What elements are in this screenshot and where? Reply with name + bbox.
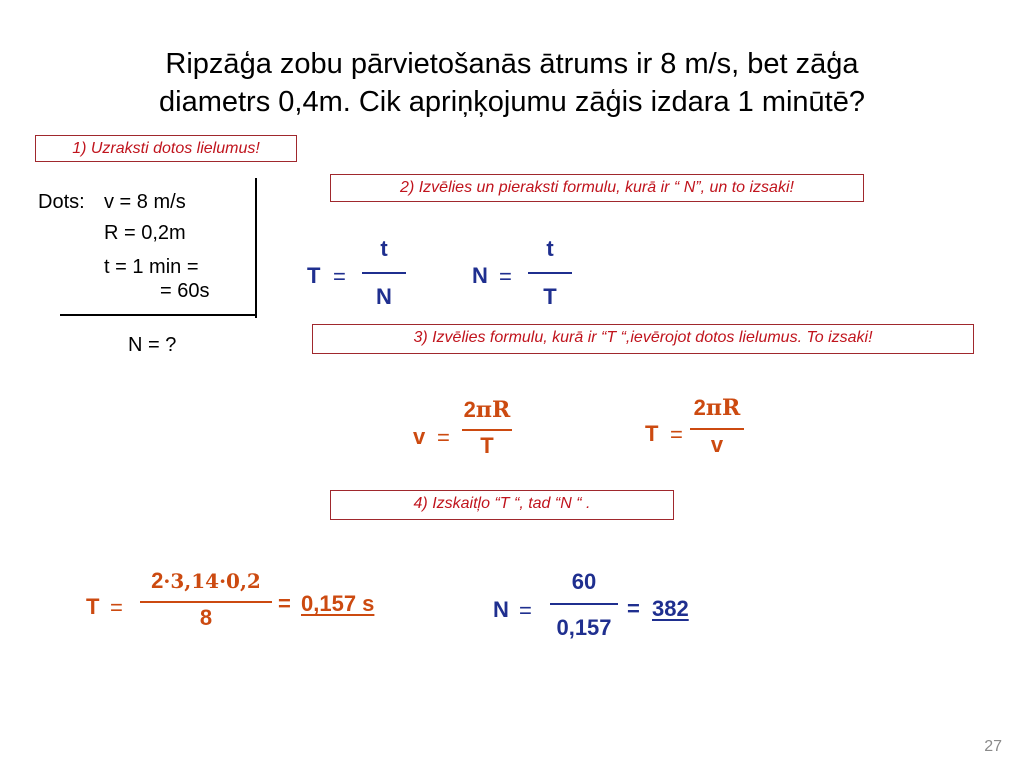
formula-lhs: N bbox=[493, 597, 509, 622]
formula-denominator: T bbox=[480, 433, 494, 458]
step-3-box: 3) Izvēlies formulu, kurā ir “T “,ievērojot dotos lielumus. To izsaki! bbox=[312, 324, 974, 354]
fraction-bar bbox=[528, 272, 572, 274]
formula-eq-result: = bbox=[278, 591, 291, 616]
formula-denominator: 8 bbox=[199, 605, 213, 630]
result-period: 0,157 s bbox=[301, 591, 375, 616]
formula-denominator: 0,157 bbox=[556, 615, 612, 640]
formula-lhs: T bbox=[645, 421, 659, 446]
given-divider-horizontal bbox=[60, 314, 256, 316]
step-4-box: 4) Izskaitļo “T “, tad “N “ . bbox=[330, 490, 674, 520]
title-line-2: diametrs 0,4m. Cik apriņķojumu zāģis izdara 1 minūtē? bbox=[159, 86, 865, 118]
formula-denominator: T bbox=[543, 284, 557, 309]
formula-numerator: t bbox=[546, 236, 554, 261]
numerator-coefficient: 2 bbox=[151, 568, 164, 593]
fraction-bar bbox=[690, 428, 744, 430]
formula-lhs: N bbox=[472, 263, 488, 288]
given-r: R = 0,2m bbox=[104, 222, 186, 244]
fraction-bar bbox=[550, 603, 618, 605]
step-2-box: 2) Izvēlies un pieraksti formulu, kurā ir “ N”, un to izsaki! bbox=[330, 174, 864, 202]
formula-lhs: T bbox=[307, 263, 321, 288]
formula-numerator bbox=[137, 568, 275, 594]
formula-lhs: T bbox=[86, 594, 100, 619]
formula-numerator: t bbox=[380, 236, 388, 261]
formula-numerator bbox=[690, 395, 744, 421]
given-t-line2: = 60s bbox=[160, 280, 210, 302]
slide-number: 27 bbox=[984, 738, 1002, 755]
numerator-values: ·3,14·0,2 bbox=[163, 569, 261, 593]
fraction-bar bbox=[462, 429, 512, 431]
formula-eq-result: = bbox=[627, 596, 640, 621]
numerator-coefficient: 2 bbox=[463, 397, 476, 422]
fraction-bar bbox=[362, 272, 406, 274]
formula-numerator: 60 bbox=[571, 569, 597, 594]
formula-lhs: v bbox=[413, 424, 426, 449]
numerator-coefficient: 2 bbox=[693, 395, 706, 420]
step-1-box: 1) Uzraksti dotos lielumus! bbox=[35, 135, 297, 162]
numerator-pi-r: πR bbox=[705, 395, 741, 421]
formula-numerator bbox=[462, 397, 512, 423]
formula-eq: = bbox=[519, 598, 532, 623]
slide-title bbox=[60, 45, 964, 121]
given-label: Dots: bbox=[38, 191, 85, 213]
given-divider-vertical bbox=[255, 178, 257, 318]
given-t-line1: t = 1 min = bbox=[104, 256, 199, 278]
find-n: N = ? bbox=[128, 334, 177, 356]
numerator-pi-r: πR bbox=[475, 397, 511, 423]
formula-denominator: N bbox=[376, 284, 392, 309]
formula-eq: = bbox=[437, 425, 450, 450]
formula-eq: = bbox=[110, 595, 123, 620]
title-line-1: Ripzāģa zobu pārvietošanās ātrums ir 8 m/s, bet zāģa bbox=[165, 48, 859, 80]
formula-eq: = bbox=[670, 422, 683, 447]
result-count: 382 bbox=[652, 596, 689, 621]
formula-eq: = bbox=[333, 264, 346, 289]
fraction-bar bbox=[140, 601, 272, 603]
formula-eq: = bbox=[499, 264, 512, 289]
formula-denominator: v bbox=[710, 432, 724, 457]
given-v: v = 8 m/s bbox=[104, 191, 186, 213]
